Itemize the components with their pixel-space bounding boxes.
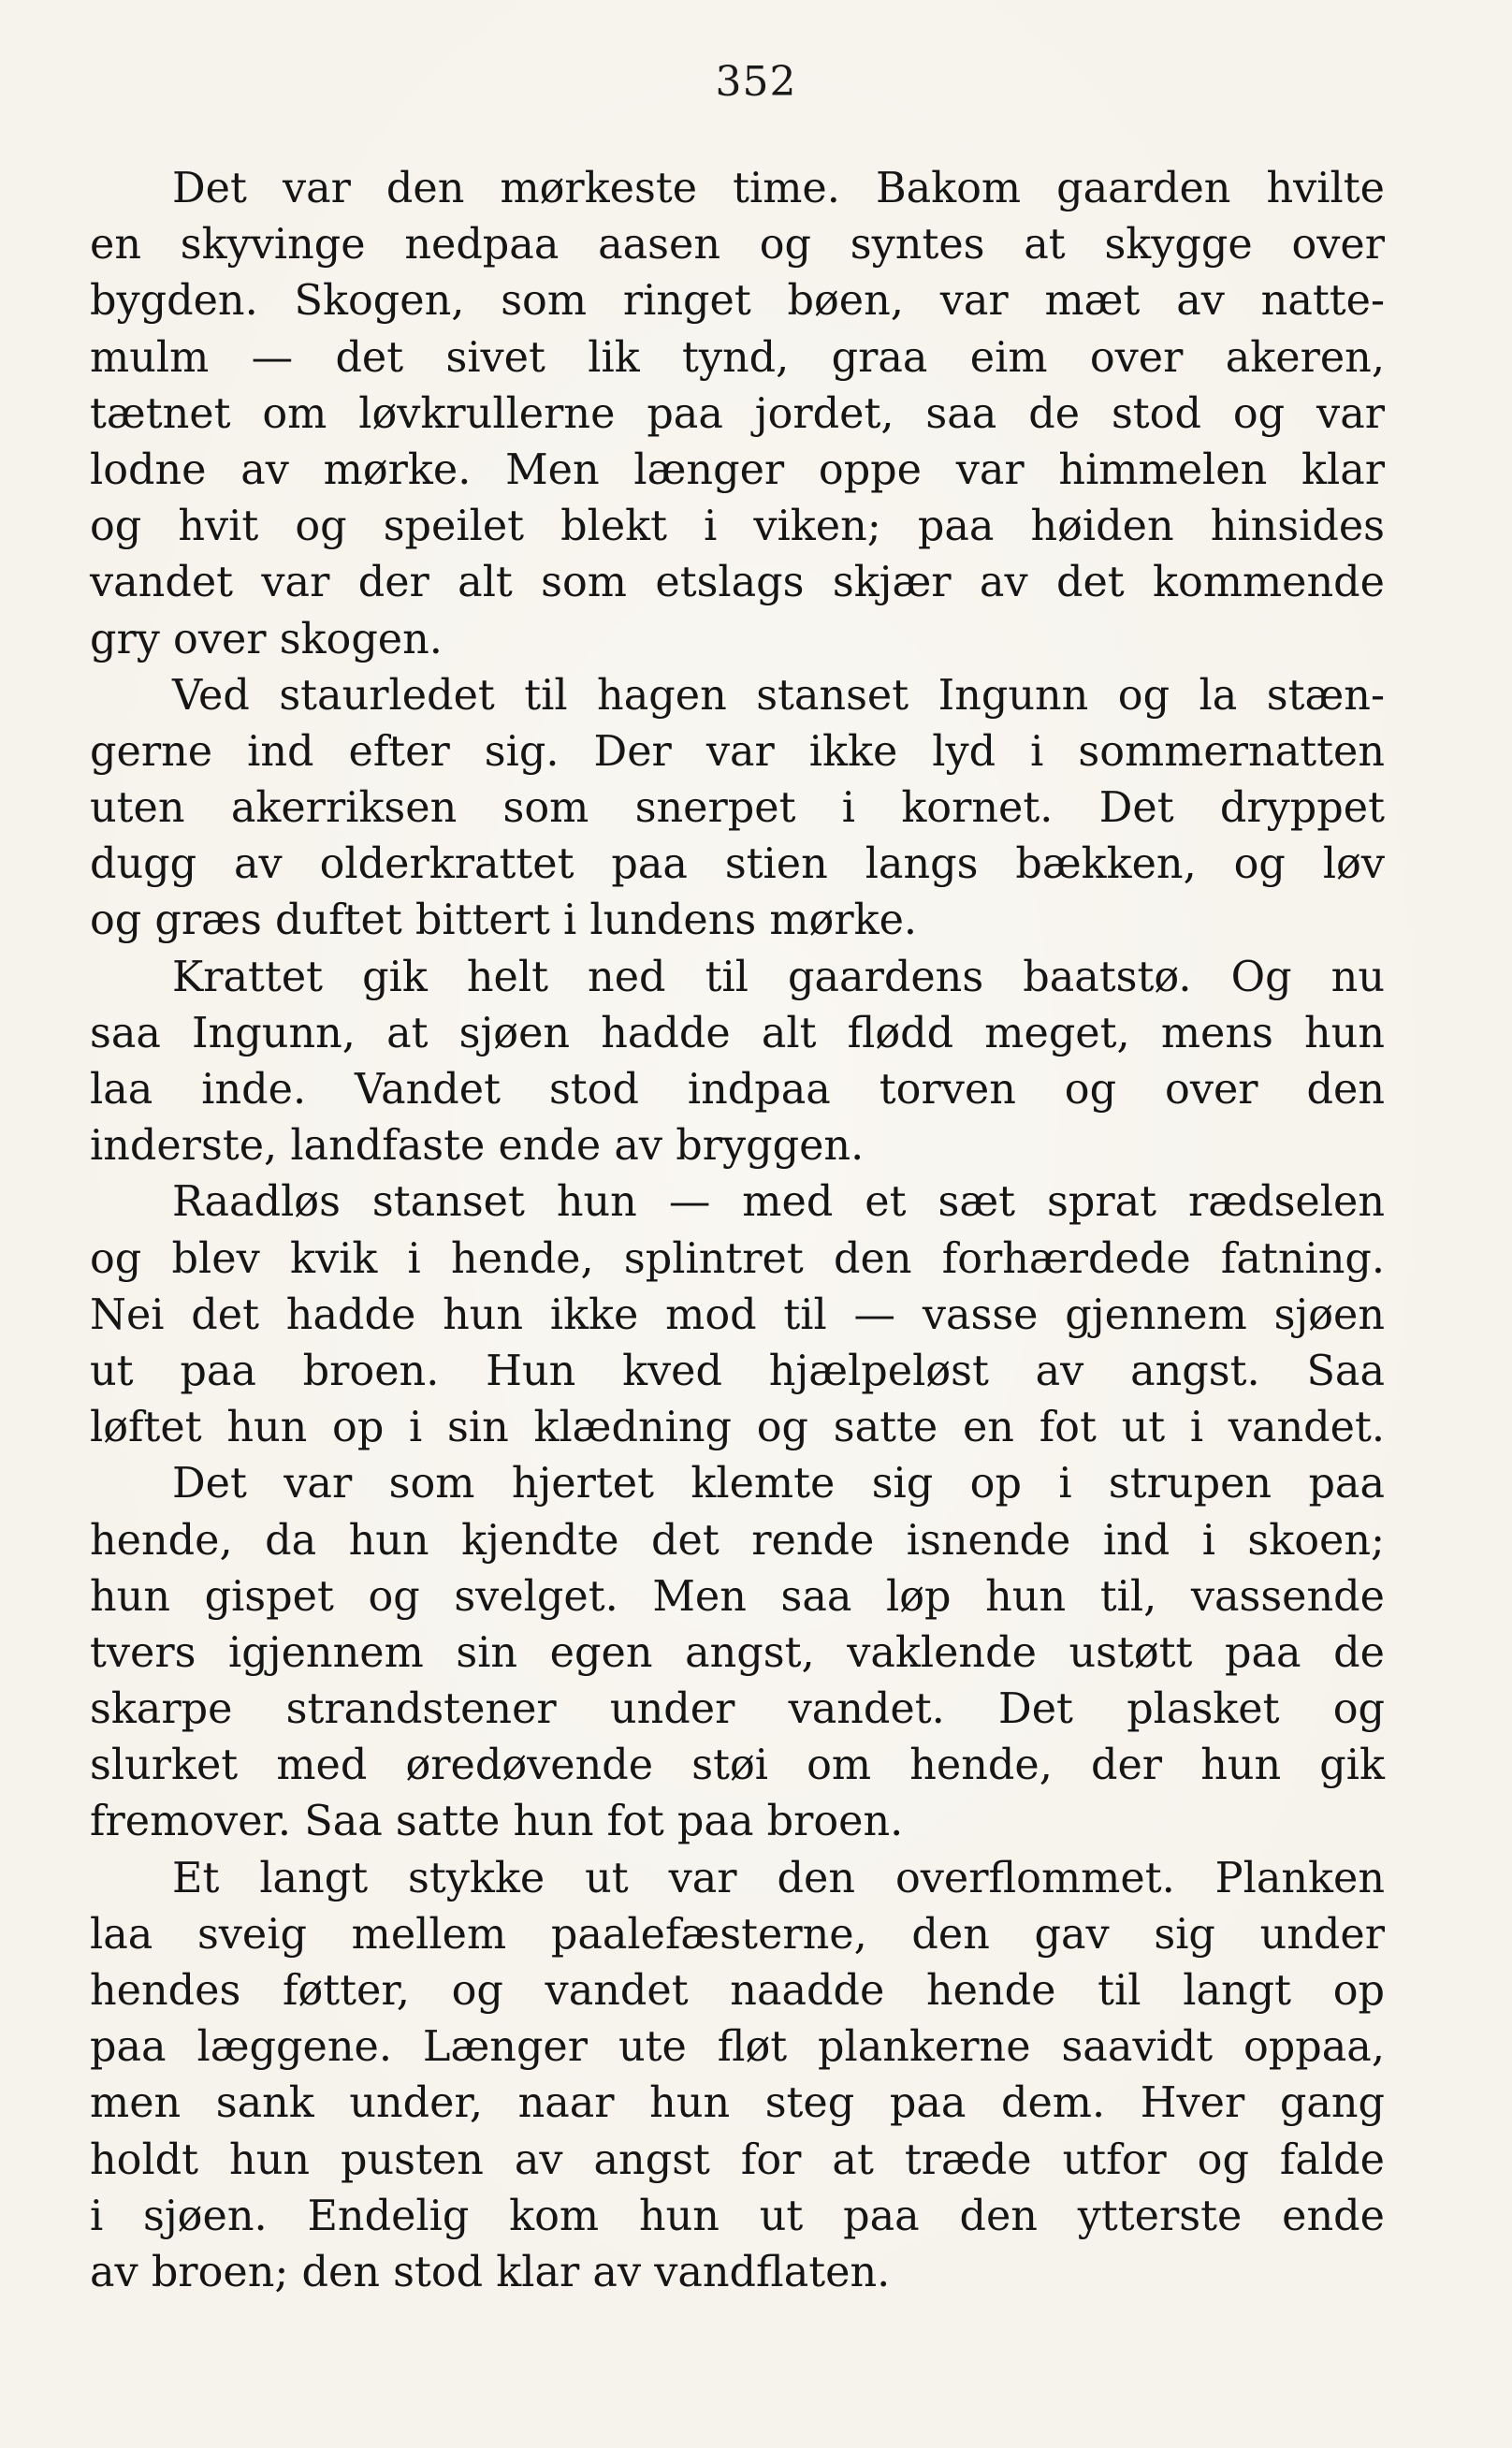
text-line: hun gispet og svelget. Men saa løp hun til, vassende	[90, 1572, 1385, 1621]
text-line: tætnet om løvkrullerne paa jordet, saa de stod og var	[90, 389, 1385, 438]
text-line: av broen; den stod klar av vandflaten.	[90, 2248, 891, 2296]
text-line: mulm — det sivet lik tynd, graa eim over akeren,	[90, 333, 1385, 382]
text-line: en skyvinge nedpaa aasen og syntes at skygge over	[90, 221, 1385, 270]
text-line: Krattet gik helt ned til gaardens baatstø. Og nu	[172, 953, 1385, 1001]
text-line: uten akerriksen som snerpet i kornet. Det dryppet	[90, 784, 1385, 833]
text-line: slurket med øredøvende støi om hende, der hun gik	[90, 1741, 1385, 1790]
text-line: i sjøen. Endelig kom hun ut paa den ytterste ende	[90, 2192, 1385, 2240]
text-line: skarpe strandstener under vandet. Det plasket og	[90, 1685, 1385, 1734]
text-line: Det var som hjertet klemte sig op i strupen paa	[172, 1460, 1385, 1508]
text-line: dugg av olderkrattet paa stien langs bækken, og løv	[90, 840, 1385, 889]
text-line: hende, da hun kjendte det rende isnende ind i skoen;	[90, 1516, 1385, 1565]
text-line: holdt hun pusten av angst for at træde utfor og falde	[90, 2135, 1385, 2184]
text-line: laa sveig mellem paalefæsterne, den gav sig under	[90, 1910, 1385, 1959]
text-line: inderste, landfaste ende av bryggen.	[90, 1122, 865, 1171]
text-line: paa læggene. Længer ute fløt plankerne saavidt oppaa,	[90, 2023, 1385, 2072]
text-line: Det var den mørkeste time. Bakom gaarden hvilte	[172, 165, 1385, 212]
text-line: og blev kvik i hende, splintret den forhærdede fatning.	[90, 1234, 1385, 1283]
text-line: laa inde. Vandet stod indpaa torven og over den	[90, 1066, 1385, 1114]
text-line: og græs duftet bittert i lundens mørke.	[90, 896, 918, 945]
text-line: lodne av mørke. Men længer oppe var himmelen klar	[90, 445, 1385, 494]
text-line: ut paa broen. Hun kved hjælpeløst av angst. Saa	[90, 1347, 1385, 1395]
text-line: Ved staurledet til hagen stanset Ingunn og la stæn-	[172, 671, 1385, 720]
page-number: 352	[715, 58, 797, 106]
text-line: og hvit og speilet blekt i viken; paa høiden hinsides	[90, 503, 1385, 551]
text-line: saa Ingunn, at sjøen hadde alt flødd meget, mens hun	[90, 1009, 1385, 1057]
text-line: men sank under, naar hun steg paa dem. Hver gang	[90, 2079, 1385, 2128]
text-line: gry over skogen.	[90, 615, 443, 663]
text-line: Raadløs stanset hun — med et sæt sprat rædselen	[172, 1178, 1385, 1227]
text-line: bygden. Skogen, som ringet bøen, var mæt av natte-	[90, 277, 1385, 326]
text-line: Nei det hadde hun ikke mod til — vasse gjennem sjøen	[90, 1290, 1385, 1339]
text-line: Et langt stykke ut var den overflommet. Planken	[172, 1854, 1385, 1902]
body-text	[90, 161, 1385, 2301]
text-line: hendes føtter, og vandet naadde hende til langt op	[90, 1967, 1385, 2015]
text-line: vandet var der alt som etslags skjær av det kommende	[90, 559, 1385, 607]
text-line: løftet hun op i sin klædning og satte en fot ut i vandet.	[90, 1404, 1385, 1452]
text-line: tvers igjennem sin egen angst, vaklende ustøtt paa de	[90, 1628, 1385, 1677]
text-line: gerne ind efter sig. Der var ikke lyd i sommernatten	[90, 727, 1385, 776]
text-line: fremover. Saa satte hun fot paa broen.	[90, 1798, 904, 1846]
